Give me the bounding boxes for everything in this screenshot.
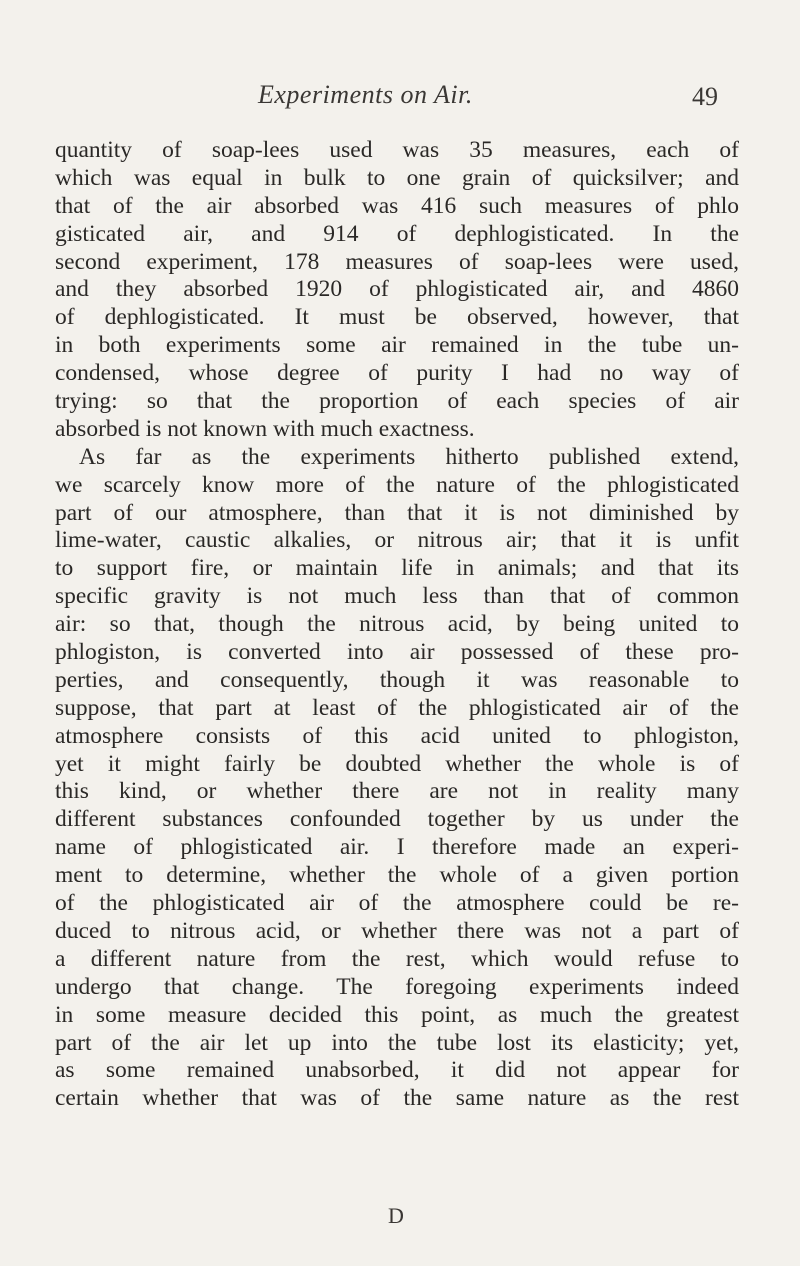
text-line: and they absorbed 1920 of phlogisticated air, and 4860: [55, 276, 739, 303]
text-line: undergo that change. The foregoing experiments indeed: [55, 973, 739, 1000]
text-line: duced to nitrous acid, or whether there was not a part of: [55, 917, 739, 944]
text-line: lime-water, caustic alkalies, or nitrous air; that it is unfit: [55, 527, 739, 554]
text-line: to support fire, or maintain life in animals; and that its: [55, 555, 739, 582]
running-head: [0, 80, 800, 120]
text-line: specific gravity is not much less than that of common: [55, 583, 739, 610]
text-line: suppose, that part at least of the phlogisticated air of the: [55, 694, 739, 721]
text-line: of the phlogisticated air of the atmosphere could be re-: [55, 890, 739, 917]
signature-mark: D: [388, 1203, 404, 1228]
text-line: trying: so that the proportion of each species of air: [55, 388, 739, 415]
text-line: second experiment, 178 measures of soap-lees were used,: [55, 248, 739, 275]
text-line: certain whether that was of the same nature as the rest: [55, 1085, 739, 1112]
page-number: 49: [692, 82, 718, 111]
text-line: part of our atmosphere, than that it is not diminished by: [55, 499, 739, 526]
text-line: a different nature from the rest, which would refuse to: [55, 945, 739, 972]
running-title: Experiments on Air.: [258, 80, 473, 109]
text-line: as some remained unabsorbed, it did not appear for: [55, 1057, 739, 1084]
body-text: [55, 137, 739, 1113]
text-line: yet it might fairly be doubted whether the whole is of: [55, 750, 739, 777]
text-line: quantity of soap-lees used was 35 measures, each of: [55, 137, 739, 163]
text-line: ment to determine, whether the whole of a given portion: [55, 862, 739, 889]
text-line: part of the air let up into the tube lost its elasticity; yet,: [55, 1029, 739, 1056]
text-line: that of the air absorbed was 416 such measures of phlo: [55, 192, 739, 219]
text-line: which was equal in bulk to one grain of quicksilver; and: [55, 164, 739, 191]
text-line: in some measure decided this point, as much the greatest: [55, 1001, 739, 1028]
text-line: condensed, whose degree of purity I had no way of: [55, 360, 739, 387]
text-line: of dephlogisticated. It must be observed, however, that: [55, 304, 739, 331]
text-line: atmosphere consists of this acid united to phlogiston,: [55, 722, 739, 749]
text-line: absorbed is not known with much exactness.: [55, 415, 475, 442]
text-line: perties, and consequently, though it was reasonable to: [55, 666, 739, 693]
text-line: air: so that, though the nitrous acid, by being united to: [55, 611, 739, 638]
text-line: this kind, or whether there are not in reality many: [55, 778, 739, 805]
text-line: gisticated air, and 914 of dephlogisticated. In the: [55, 220, 739, 247]
paragraph-start-line: As far as the experiments hitherto published extend,: [79, 443, 739, 470]
text-line: phlogiston, is converted into air possessed of these pro-: [55, 639, 739, 666]
text-line: in both experiments some air remained in the tube un-: [55, 332, 739, 359]
text-line: different substances confounded together by us under the: [55, 806, 739, 833]
text-line: name of phlogisticated air. I therefore made an experi-: [55, 834, 739, 861]
text-line: we scarcely know more of the nature of the phlogisticated: [55, 471, 739, 498]
